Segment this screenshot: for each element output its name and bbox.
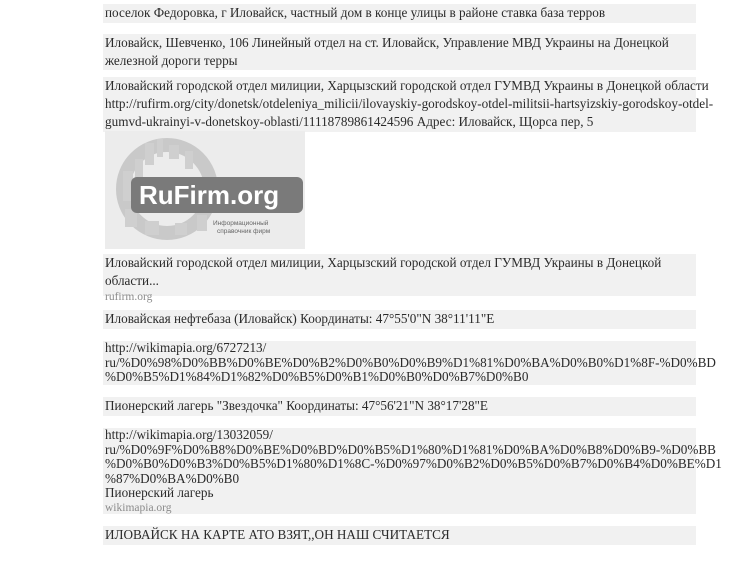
link-text[interactable]: %87%D0%BA%D0%B0 [105,470,240,486]
text-block-3 [103,77,714,132]
text-block-2 [103,34,696,70]
source-link[interactable]: wikimapia.org [105,501,172,514]
text-line: железной дороги терры [105,53,238,68]
source-link[interactable]: rufirm.org [105,291,153,303]
rufirm-logo-graphic [105,131,305,249]
logo-tagline-1: Информационный [213,220,269,227]
link-text[interactable]: ru/%D0%98%D0%BB%D0%BE%D0%B2%D0%B0%D0%B9%D1%81%D0%BA%D0%B0%D1%8F-%D0%BD [105,354,716,370]
text-line: Пионерский лагерь [105,485,214,500]
link-text[interactable]: http://wikimapia.org/6727213/ [105,340,267,355]
logo-tagline-2: справочник фирм [217,228,271,235]
text-line: Иловайский городской отдел милиции, Харцызский городской отдел ГУМВД Украины в Донецкой области [105,78,709,93]
text-line: Пионерский лагерь "Звездочка" Координаты: 47°56'21"N 38°17'28"E [105,398,488,413]
text-line: ИЛОВАЙСК НА КАРТЕ АТО ВЗЯТ,,ОН НАШ СЧИТАЕТСЯ [105,527,450,542]
link-text[interactable]: gumvd-ukrainyi-v-donetskoy-oblasti/11118789861424596 Адрес: Иловайск, Щорса пер, 5 [105,114,594,129]
link-text[interactable]: ru/%D0%9F%D0%B8%D0%BE%D0%BD%D0%B5%D1%80%D1%81%D0%BA%D0%B8%D0%B9-%D0%BB [105,441,716,457]
text-line: Иловайский городской отдел милиции, Харцызский городской отдел ГУМВД Украины в Донецкой [105,255,662,270]
link-text[interactable]: http://rufirm.org/city/donetsk/otdeleniya_milicii/ilovayskiy-gorodskoy-otdel-militsii-hartsyizskiy-gorodskoy-otdel- [105,96,714,111]
text-block-4 [103,254,696,303]
text-block-1 [103,4,696,23]
text-line: Иловайск, Шевченко, 106 Линейный отдел на ст. Иловайск, Управление МВД Украины на Донецкой [105,35,669,50]
text-block-9 [103,526,696,545]
text-block-6 [103,340,716,385]
text-line: области... [105,273,159,288]
logo-brand-text: RuFirm.org [139,180,280,210]
text-line: поселок Федоровка, г Иловайск, частный дом в конце улицы в районе ставка база терров [105,5,606,20]
text-block-5 [103,310,696,329]
text-block-7 [103,397,696,416]
text-block-8 [103,427,722,514]
link-text[interactable]: %D0%B0%D0%B3%D0%B5%D1%80%D1%8C-%D0%97%D0%B2%D0%B5%D0%B7%D0%B4%D0%BE%D1 [105,456,722,471]
rufirm-logo-image[interactable] [105,131,305,249]
text-line: Иловайская нефтебаза (Иловайск) Координаты: 47°55'0"N 38°11'11"E [105,311,495,326]
link-text[interactable]: http://wikimapia.org/13032059/ [105,427,273,442]
link-text[interactable]: %D0%B5%D1%84%D1%82%D0%B5%D0%B1%D0%B0%D0%B7%D0%B0 [105,369,529,384]
